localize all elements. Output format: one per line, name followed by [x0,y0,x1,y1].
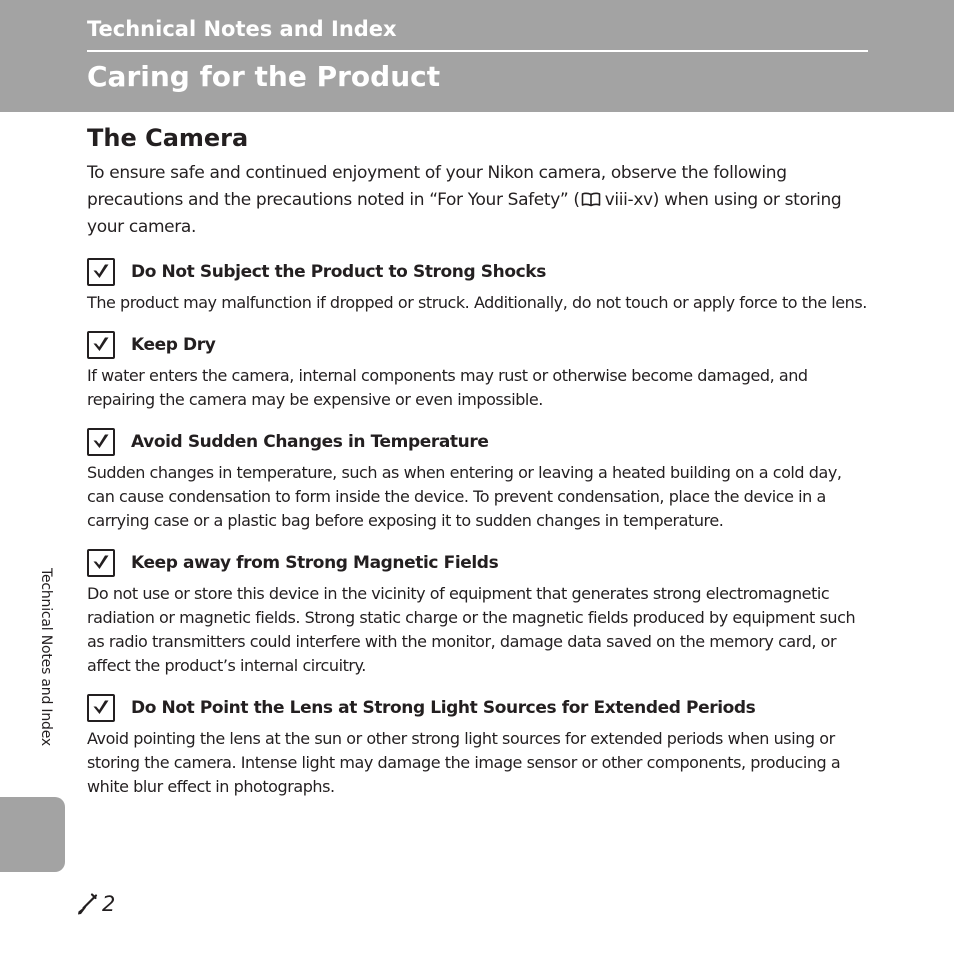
checkmark-box-icon [87,258,115,286]
page-header [0,0,954,112]
note-heading: Do Not Point the Lens at Strong Light Sources for Extended Periods [131,698,756,718]
note-title-row [87,546,872,580]
note-title-row [87,255,872,289]
note-heading: Do Not Subject the Product to Strong Shocks [131,262,546,282]
section-tab [0,797,65,872]
checkmark-box-icon [87,549,115,577]
checkmark-box-icon [87,428,115,456]
note-heading: Avoid Sudden Changes in Temperature [131,432,489,452]
note-body: Do not use or store this device in the vicinity of equipment that generates strong electromagnetic radiation or magnetic fields. Strong static charge or the magnetic fields produced by equipment such as radio transmitters could interfere with the monitor, damage data saved on the memory card, or affect the product’s internal circuitry. [87,584,856,675]
subheading: The Camera [87,124,249,152]
note-section [87,255,872,315]
note-section [87,425,872,533]
main-content [87,122,872,812]
intro-page-reference: viii-xv) when using or storing your camera. [87,190,842,237]
note-body: Sudden changes in temperature, such as when entering or leaving a heated building on a cold day, can cause condensation to form inside the device. To prevent condensation, place the device in a carrying case or a plastic bag before exposing it to sudden changes in temperature. [87,463,842,530]
note-section [87,691,872,799]
note-body: If water enters the camera, internal components may rust or otherwise become damaged, and repairing the camera may be expensive or even impossible. [87,366,808,409]
note-section [87,546,872,678]
wrench-icon [75,892,99,916]
page-number [75,892,115,916]
page-title: Caring for the Product [87,60,441,93]
intro-paragraph [87,160,872,241]
book-icon [581,192,601,207]
section-title: Technical Notes and Index [87,17,397,41]
page-number-text: 2 [102,892,116,916]
note-title-row [87,425,872,459]
note-heading: Keep Dry [131,335,216,355]
note-section [87,328,872,412]
checkmark-box-icon [87,331,115,359]
side-section-label: Technical Notes and Index [38,568,54,746]
intro-text: To ensure safe and continued enjoyment of your Nikon camera, observe the following precautions and the precautions noted in “For Your Safety” ( [87,163,787,210]
header-divider [87,50,868,52]
note-title-row [87,691,872,725]
note-body: Avoid pointing the lens at the sun or other strong light sources for extended periods when using or storing the camera. Intense light may damage the image sensor or other components, producing a white blur effect in photographs. [87,729,841,796]
note-body: The product may malfunction if dropped or struck. Additionally, do not touch or apply force to the lens. [87,293,867,312]
checkmark-box-icon [87,694,115,722]
note-heading: Keep away from Strong Magnetic Fields [131,553,499,573]
note-title-row [87,328,872,362]
